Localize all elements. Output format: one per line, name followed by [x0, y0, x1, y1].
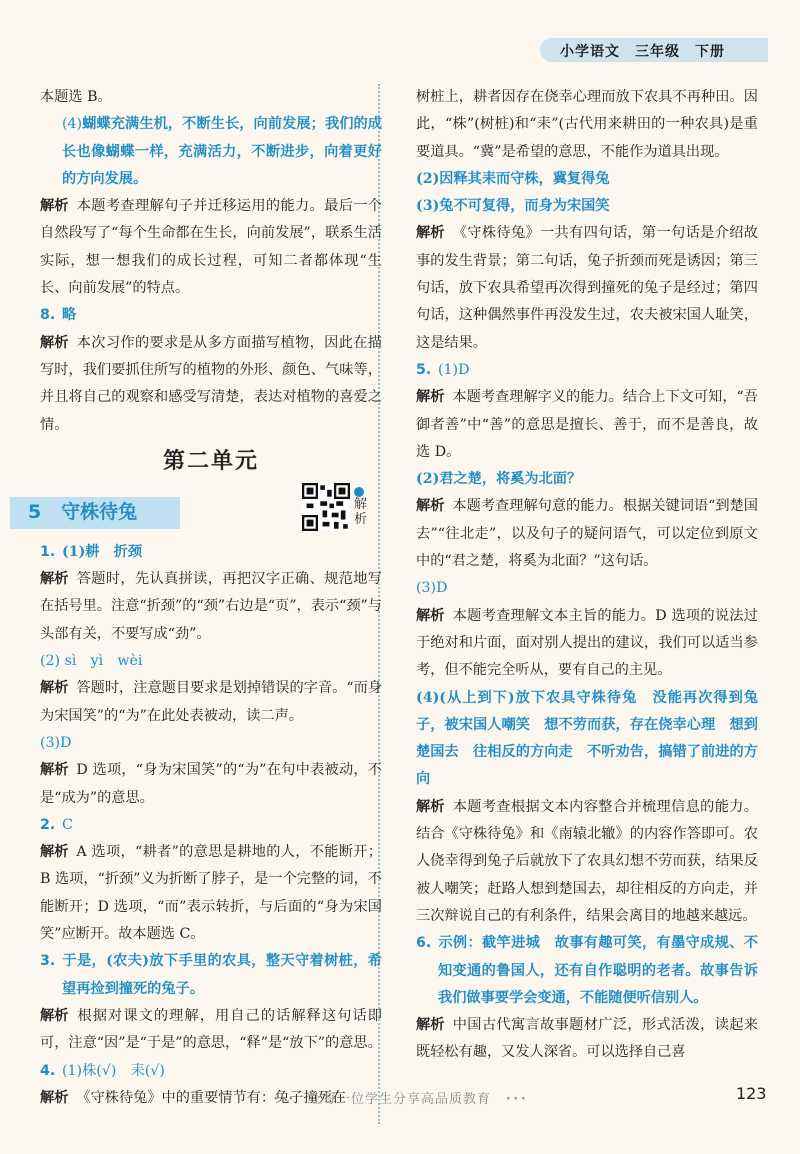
- explanation: 解析 《守株待兔》一共有四句话，第一句话是介绍故事的发生背景；第二句话，兔子折颈而死是诱因；第三句话，放下农具希望再次得到撞死的兔子是经过；第四句话，这种偶然事件再没发生过，农夫被宋国人耻笑，这是结果。: [416, 225, 758, 351]
- answer-1-2: (2) sì yì wèi: [40, 653, 143, 670]
- explanation-continued: 树桩上，耕者因存在侥幸心理而放下农具不再种田。因此，“株”(树桩)和“耒”(古代用来耕田的一种农具)是重要道具。“冀”是希望的意思，不能作为道具出现。: [416, 89, 758, 160]
- book-header: [560, 41, 725, 61]
- footer-slogan: ･･･ 让每一位学生分享高品质教育 ･･･: [272, 1092, 528, 1107]
- question-3: 3. 于是，(农夫)放下手里的农具，整天守着树桩，希望再捡到撞死的兔子。: [40, 953, 382, 997]
- page-number: 123: [736, 1084, 767, 1103]
- play-icon: [354, 487, 364, 497]
- answer-text: 本题选 B。: [40, 89, 112, 105]
- explanation: 解析 答题时，注意题目要求是划掉错误的字音。“而身为宋国笑”的“为”在此处表被动，读二声。: [40, 680, 382, 724]
- explanation: 解析 本题考查理解字义的能力。结合上下文可知，“吾御者善”中“善”的意思是擅长、善于，而不是善良，故选 D。: [416, 389, 758, 460]
- qr-label: 解析: [354, 496, 368, 527]
- explanation: 解析 本题考查根据文本内容整合并梳理信息的能力。结合《守株待兔》和《南辕北辙》的内容作答即可。农人侥幸得到兔子后就放下了农具幻想不劳而获，结果反被人嘲笑；赶路人想到楚国去，却往相反的方向走，并三次辩说自己的有利条件，结果会离目的地越来越远。: [416, 798, 758, 924]
- answer-1-3: (3)D: [40, 734, 72, 751]
- question-2: 2. C: [40, 816, 73, 833]
- answer-5-4: (4)(从上到下)放下农具守株待兔 没能再次得到兔子，被宋国人嘲笑 想不劳而获，存在侥幸心理 想到楚国去 往相反的方向走 不听劝告，搞错了前进的方向: [416, 689, 758, 788]
- question-5: 5. (1)D: [416, 361, 470, 378]
- explanation: 解析 中国古代寓言故事题材广泛，形式活泼，读起来既轻松有趣，又发人深省。可以选择自己喜: [416, 1017, 758, 1061]
- explanation: 解析 本次习作的要求是从多方面描写植物，因此在描写时，我们要抓住所写的植物的外形、颜色、气味等，并且将自己的观察和感受写清楚，表达对植物的喜爱之情。: [40, 334, 382, 433]
- answer-5-2: (2)君之楚，将奚为北面？: [416, 471, 582, 488]
- explanation: 解析 本题考查理解句子并迁移运用的能力。最后一个自然段写了“每个生命都在生长，向前发展”，联系生活实际，想一想我们的成长过程，可知二者都体现“生长、向前发展”的特点。: [40, 198, 382, 297]
- lesson-title: 5 守株待兔: [28, 500, 138, 523]
- left-column: [28, 84, 382, 1112]
- explanation: 解析 根据对课文的理解，用自己的话解释这句话即可，注意“因”是“于是”的意思，“释”是“放下”的意思。: [40, 1007, 382, 1052]
- answer-item-4: (4)蝴蝶充满生机，不断生长，向前发展；我们的成长也像蝴蝶一样，充满活力，不断进步，向着更好的方向发展。: [62, 116, 382, 187]
- qr-code-icon[interactable]: [302, 483, 350, 531]
- answer-5-3: (3)D: [416, 580, 448, 597]
- question-4: 4. (1)株(√) 耒(√): [40, 1062, 165, 1079]
- question-1: 1. (1)耕 折颈: [40, 543, 143, 560]
- explanation: 解析 本题考查理解文本主旨的能力。D 选项的说法过于绝对和片面，面对别人提出的建议，我们可以适当参考，但不能完全听从，要有自己的主见。: [416, 607, 758, 679]
- right-column: [416, 84, 758, 1067]
- unit-title: 第二单元: [162, 448, 259, 474]
- question-6: 6. 示例：截竿进城 故事有趣可笑，有墨守成规、不知变通的鲁国人，还有自作聪明的老者。故事告诉我们做事要学会变通，不能随便听信别人。: [416, 935, 758, 1006]
- explanation: 解析 答题时，先认真拼读，再把汉字正确、规范地写在括号里。注意“折颈”的“颈”右边是“页”，表示“颈”与头部有关，不要写成“劲”。: [40, 571, 382, 642]
- question-8: 8. 略: [40, 307, 77, 324]
- answer-4-3: (3)兔不可复得，而身为宋国笑: [416, 198, 610, 215]
- lesson-heading: [28, 483, 382, 539]
- header-grade: 三年级: [635, 44, 680, 60]
- explanation: 解析 D 选项，“身为宋国笑”的“为”在句中表被动，不是“成为”的意思。: [40, 762, 382, 806]
- explanation: 解析 本题考查理解句意的能力。根据关键词语“到楚国去”“往北走”，以及句子的疑问语气，可以定位到原文中的“君之楚，将奚为北面？”这句话。: [416, 498, 758, 570]
- header-term: 下册: [695, 44, 725, 60]
- answer-4-2: (2)因释其耒而守株，冀复得兔: [416, 170, 610, 187]
- explanation: 解析 《守株待兔》中的重要情节有：兔子撞死在: [40, 1089, 346, 1106]
- header-subject: 小学语文: [560, 44, 620, 60]
- explanation: 解析 A 选项，“耕者”的意思是耕地的人，不能断开；B 选项，“折颈”义为折断了脖子，是一个完整的词，不能断开；D 选项，“而”表示转折，与后面的“身为宋国笑”应断开。故本题选 C。: [40, 844, 382, 943]
